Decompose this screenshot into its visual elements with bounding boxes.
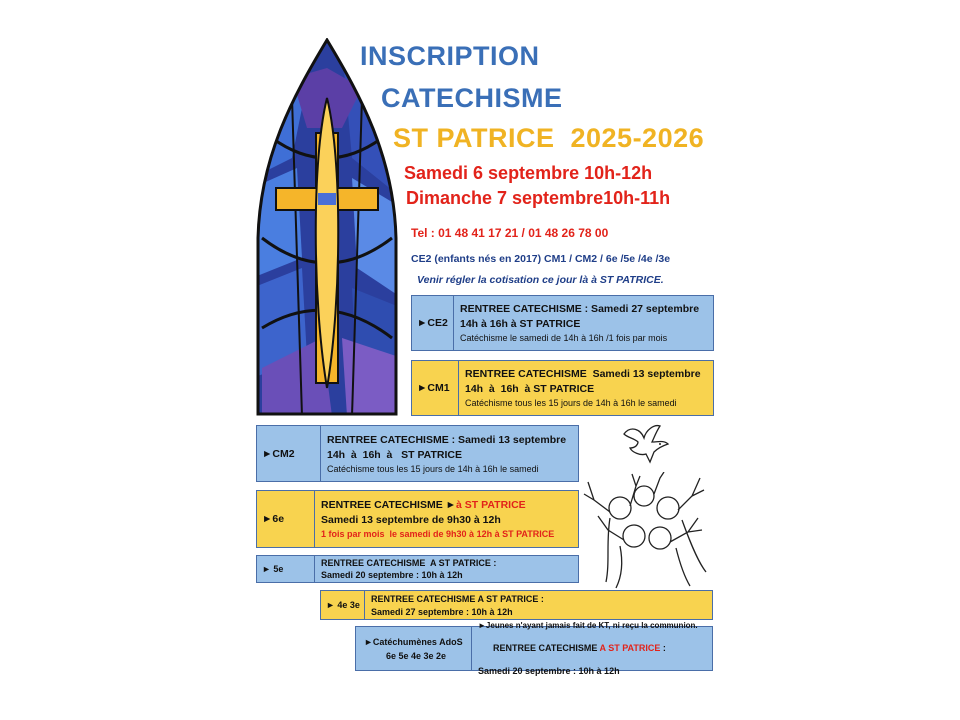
session-cinquieme [256, 555, 579, 583]
session-cm2-line3: Catéchisme tous les 15 jours de 14h à 16h le samedi [327, 463, 539, 474]
session-ce2 [411, 295, 714, 351]
session-cm2-label: ►CM2 [257, 426, 321, 481]
class-levels: CE2 (enfants nés en 2017) CM1 / CM2 / 6e /5e /4e /3e [411, 253, 671, 265]
session-catechumenes-label2: 6e 5e 4e 3e 2e [386, 650, 447, 661]
people-praising-illustration [580, 472, 715, 590]
title-catechisme: CATECHISME [381, 83, 563, 113]
title-st-patrice-year: ST PATRICE 2025-2026 [393, 123, 705, 153]
session-ce2-line2: 14h à 16h à ST PATRICE [460, 318, 581, 330]
session-quatrieme [320, 590, 713, 620]
session-catechumenes [355, 621, 713, 676]
session-cinquieme-line2: Samedi 20 septembre : 10h à 12h [321, 570, 463, 580]
session-cm2 [256, 425, 579, 482]
session-sixieme-line2: Samedi 13 septembre de 9h30 à 12h [321, 514, 501, 526]
dove-illustration [620, 422, 672, 468]
session-cm2-line1: RENTREE CATECHISME : Samedi 13 septembre [327, 433, 567, 446]
date-sunday: Dimanche 7 septembre10h-11h [406, 188, 671, 208]
session-cinquieme-line1: RENTREE CATECHISME A ST PATRICE : [321, 558, 497, 568]
stained-glass-window-illustration [252, 38, 402, 416]
session-sixieme-line1a: RENTREE CATECHISME ► [321, 499, 457, 511]
session-sixieme-line1b: à ST PATRICE [456, 499, 526, 511]
session-cinquieme-label: ► 5e [257, 556, 315, 582]
session-cm1-line2: 14h à 16h à ST PATRICE [465, 383, 595, 395]
session-cm1 [411, 360, 714, 416]
session-quatrieme-line1: RENTREE CATECHISME A ST PATRICE : [371, 593, 544, 604]
session-cm1-line1: RENTREE CATECHISME Samedi 13 septembre [465, 368, 701, 380]
date-saturday: Samedi 6 septembre 10h-12h [404, 163, 653, 183]
session-ce2-line3: Catéchisme le samedi de 14h à 16h /1 fois par mois [460, 333, 668, 343]
session-catechumenes-label1: ►Catéchumènes AdoS [364, 636, 463, 647]
session-ce2-label: ►CE2 [412, 296, 454, 350]
session-cm2-line2: 14h à 16h à ST PATRICE [327, 448, 462, 461]
session-catechumenes-line3: Samedi 20 septembre : 10h à 12h [478, 666, 620, 676]
session-cm1-label: ►CM1 [412, 361, 459, 415]
session-catechumenes-line2c: : [660, 643, 666, 653]
session-quatrieme-line2: Samedi 27 septembre : 10h à 12h [371, 606, 513, 617]
session-quatrieme-label: ► 4e 3e [321, 591, 365, 619]
title-inscription: INSCRIPTION [360, 41, 540, 71]
session-catechumenes-line2b: A ST PATRICE [599, 643, 661, 653]
session-sixieme-label: ►6e [257, 491, 315, 547]
payment-note: Venir régler la cotisation ce jour là à ST PATRICE. [417, 274, 664, 286]
session-catechumenes-line1: ►Jeunes n'ayant jamais fait de KT, ni reçu la communion. [478, 621, 698, 630]
phone-numbers: Tel : 01 48 41 17 21 / 01 48 26 78 00 [411, 226, 609, 240]
session-sixieme-line3: 1 fois par mois le samedi de 9h30 à 12h à ST PATRICE [321, 529, 555, 539]
session-ce2-line1: RENTREE CATECHISME : Samedi 27 septembre [460, 303, 700, 315]
session-cm1-line3: Catéchisme tous les 15 jours de 14h à 16h le samedi [465, 398, 677, 408]
session-sixieme [256, 490, 579, 548]
session-catechumenes-line2a: RENTREE CATECHISME [493, 643, 600, 653]
